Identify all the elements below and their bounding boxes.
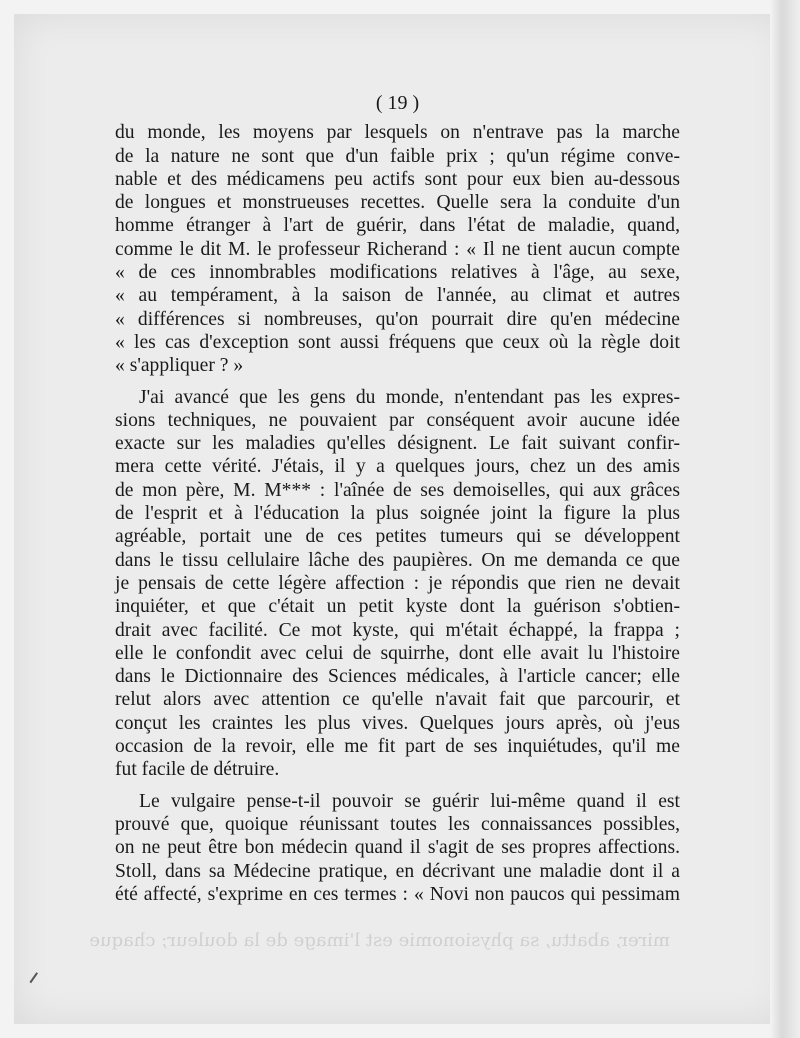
text-line: relut alors avec attention ce qu'elle n'avait fait que parcourir, et: [115, 689, 680, 711]
text-line: drait avec facilité. Ce mot kyste, qui m'était échappé, la frappa ;: [115, 619, 680, 641]
text-line: de la nature ne sont que d'un faible prix ; qu'un régime conve-: [115, 145, 680, 167]
text-line: « les cas d'exception sont aussi fréquens que ceux où la règle doit: [115, 331, 680, 353]
text-line: « s'appliquer ? »: [115, 355, 244, 377]
text-line: on ne peut être bon médecin quand il s'agit de ses propres affections.: [115, 837, 680, 859]
text-line: homme étranger à l'art de guérir, dans l'état de maladie, quand,: [115, 215, 680, 237]
paragraph-3: [115, 790, 680, 906]
text-line: Stoll, dans sa Médecine pratique, en décrivant une maladie dont il a: [115, 860, 680, 882]
text-line: « de ces innombrables modifications relatives à l'âge, au sexe,: [115, 262, 680, 284]
text-line: sions techniques, ne pouvaient par conséquent avoir aucune idée: [115, 409, 680, 431]
text-line: été affecté, s'exprime en ces termes : « Novi non paucos qui pessimam: [115, 883, 680, 905]
text-line: de l'esprit et à l'éducation la plus soignée joint la figure la plus: [115, 503, 680, 525]
text-line: agréable, portait une de ces petites tumeurs qui se développent: [115, 526, 680, 548]
text-line: « au tempérament, à la saison de l'année, au climat et autres: [115, 285, 680, 307]
text-line: exacte sur les maladies qu'elles désignent. Le fait suivant confir-: [115, 433, 680, 455]
text-line: mera cette vérité. J'étais, il y a quelques jours, chez un des amis: [115, 456, 680, 478]
text-line: dans le tissu cellulaire lâche des paupières. On me demanda ce que: [115, 549, 680, 571]
text-line: du monde, les moyens par lesquels on n'entrave pas la marche: [115, 122, 680, 144]
text-line: inquiéter, et que c'était un petit kyste dont la guérison s'obtien-: [115, 596, 680, 618]
text-line: dans le Dictionnaire des Sciences médicales, à l'article cancer; elle: [115, 666, 680, 688]
paragraph-2: [115, 386, 680, 782]
text-line: prouvé que, quoique réunissant toutes les connaissances possibles,: [115, 813, 680, 835]
text-line: de mon père, M. M*** : l'aînée de ses demoiselles, qui aux grâces: [115, 479, 680, 501]
text-line: elle le confondit avec celui de squirrhe, dont elle avait lu l'histoire: [115, 642, 680, 664]
paragraph-1: [115, 121, 680, 377]
text-line: je pensais de cette légère affection : je répondis que rien ne devait: [115, 572, 680, 594]
text-line: fut facile de détruire.: [115, 759, 280, 781]
text-line: comme le dit M. le professeur Richerand : « Il ne tient aucun compte: [115, 238, 680, 260]
page-text: [115, 92, 680, 906]
text-line: de longues et monstrueuses recettes. Quelle sera la conduite d'un: [115, 192, 680, 214]
text-line: « différences si nombreuses, qu'on pourrait dire qu'en médecine: [115, 308, 680, 330]
text-line: conçut les craintes les plus vives. Quelques jours après, où j'eus: [115, 712, 680, 734]
text-line: Le vulgaire pense-t-il pouvoir se guérir lui-même quand il est: [139, 790, 680, 812]
page-number: ( 19 ): [375, 92, 420, 114]
book-spine-shadow: [770, 0, 800, 1038]
text-line: occasion de la revoir, elle me fit part de ses inquiétudes, qu'il me: [115, 736, 680, 758]
bleed-through-text: mirer, abattu, sa physionomie est l'image de la douleur; chaque: [89, 930, 670, 951]
text-line: nable et des médicamens peu actifs sont pour eux bien au-dessous: [115, 168, 680, 190]
text-line: J'ai avancé que les gens du monde, n'entendant pas les expres-: [139, 386, 680, 408]
